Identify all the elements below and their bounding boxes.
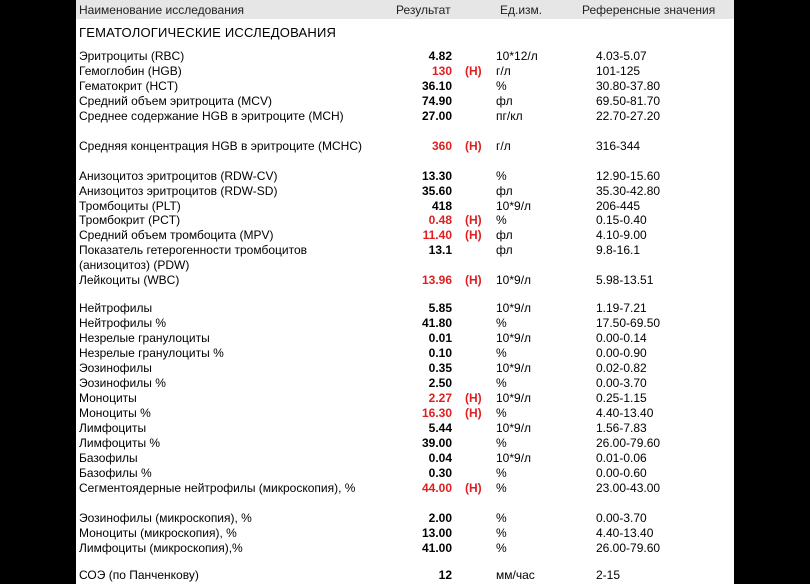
result-value: 39.00 — [421, 436, 452, 450]
result-value: 36.10 — [421, 79, 452, 93]
header-result: Результат — [396, 3, 451, 17]
result-value: 13.1 — [428, 243, 452, 257]
test-name: Моноциты (микроскопия), % — [79, 526, 237, 540]
header-name: Наименование исследования — [79, 3, 245, 17]
test-name: Нейтрофилы % — [79, 316, 167, 330]
reference-range: 0.02-0.82 — [596, 361, 647, 375]
result-value: 16.30 — [421, 406, 452, 420]
result-value: 130 — [431, 64, 452, 78]
reference-range: 4.03-5.07 — [596, 49, 647, 63]
test-name: Базофилы — [79, 451, 138, 465]
abnormal-flag: (Н) — [465, 406, 482, 420]
reference-range: 26.00-79.60 — [596, 436, 661, 450]
unit: 10*9/л — [496, 199, 532, 213]
test-name: Лимфоциты (микроскопия),% — [79, 541, 243, 555]
test-name: Эозинофилы % — [79, 376, 166, 390]
test-name: Незрелые гранулоциты — [79, 331, 210, 345]
test-name: Нейтрофилы — [79, 301, 153, 315]
result-value: 0.30 — [428, 466, 452, 480]
unit: % — [496, 213, 507, 227]
test-name: Моноциты % — [79, 406, 151, 420]
reference-range: 12.90-15.60 — [596, 169, 661, 183]
reference-range: 0.00-3.70 — [596, 376, 647, 390]
unit: мм/час — [496, 568, 535, 582]
reference-range: 4.40-13.40 — [596, 406, 654, 420]
unit: 10*9/л — [496, 331, 532, 345]
test-name: Гематокрит (HCT) — [79, 79, 179, 93]
unit: 10*9/л — [496, 391, 532, 405]
unit: 10*9/л — [496, 451, 532, 465]
result-value: 12 — [438, 568, 452, 582]
result-value: 35.60 — [421, 184, 452, 198]
unit: 10*9/л — [496, 421, 532, 435]
reference-range: 0.00-0.14 — [596, 331, 647, 345]
reference-range: 9.8-16.1 — [596, 243, 641, 257]
test-name: Сегментоядерные нейтрофилы (микроскопия), % — [79, 481, 356, 495]
test-name: Эозинофилы — [79, 361, 152, 375]
section-title: ГЕМАТОЛОГИЧЕСКИЕ ИССЛЕДОВАНИЯ — [79, 25, 337, 40]
abnormal-flag: (Н) — [465, 139, 482, 153]
reference-range: 101-125 — [596, 64, 641, 78]
test-name: Лимфоциты — [79, 421, 147, 435]
unit: фл — [496, 228, 513, 242]
test-name: Средний объем эритроцита (MCV) — [79, 94, 272, 108]
reference-range: 0.25-1.15 — [596, 391, 647, 405]
reference-range: 0.00-0.90 — [596, 346, 647, 360]
result-value: 41.80 — [421, 316, 452, 330]
unit: % — [496, 169, 507, 183]
unit: 10*12/л — [496, 49, 538, 63]
reference-range: 0.00-0.60 — [596, 466, 647, 480]
result-value: 2.00 — [428, 511, 452, 525]
result-value: 13.30 — [421, 169, 452, 183]
unit: фл — [496, 243, 513, 257]
test-name: Гемоглобин (HGB) — [79, 64, 182, 78]
abnormal-flag: (Н) — [465, 391, 482, 405]
unit: % — [496, 541, 507, 555]
result-value: 0.04 — [428, 451, 452, 465]
abnormal-flag: (Н) — [465, 481, 482, 495]
result-value: 5.44 — [428, 421, 452, 435]
reference-range: 5.98-13.51 — [596, 273, 654, 287]
result-value: 74.90 — [421, 94, 452, 108]
header-unit: Ед.изм. — [500, 3, 543, 17]
result-value: 4.82 — [428, 49, 452, 63]
unit: % — [496, 316, 507, 330]
unit: % — [496, 376, 507, 390]
test-name: Лимфоциты % — [79, 436, 161, 450]
result-value: 13.00 — [421, 526, 452, 540]
result-value: 0.10 — [428, 346, 452, 360]
result-value: 0.01 — [428, 331, 452, 345]
abnormal-flag: (Н) — [465, 64, 482, 78]
result-value: 11.40 — [422, 228, 452, 242]
test-name: Моноциты — [79, 391, 137, 405]
reference-range: 17.50-69.50 — [596, 316, 661, 330]
reference-range: 1.56-7.83 — [596, 421, 647, 435]
reference-range: 206-445 — [596, 199, 641, 213]
unit: г/л — [496, 64, 511, 78]
result-value: 13.96 — [421, 273, 452, 287]
test-name: СОЭ (по Панченкову) — [79, 568, 199, 582]
test-name: Лейкоциты (WBC) — [79, 273, 180, 287]
reference-range: 69.50-81.70 — [596, 94, 661, 108]
test-name: Средняя концентрация HGB в эритроците (MCHC) — [79, 139, 363, 153]
result-value: 41.00 — [421, 541, 452, 555]
unit: % — [496, 511, 507, 525]
result-value: 27.00 — [421, 109, 452, 123]
test-name: Среднее содержание HGB в эритроците (MCH) — [79, 109, 344, 123]
unit: фл — [496, 94, 513, 108]
unit: пг/кл — [496, 109, 523, 123]
reference-range: 316-344 — [596, 139, 641, 153]
result-value: 0.35 — [428, 361, 452, 375]
abnormal-flag: (Н) — [465, 213, 482, 227]
unit: % — [496, 481, 507, 495]
unit: % — [496, 436, 507, 450]
reference-range: 30.80-37.80 — [596, 79, 661, 93]
result-value: 360 — [431, 139, 452, 153]
unit: г/л — [496, 139, 511, 153]
reference-range: 2-15 — [596, 568, 621, 582]
test-name: Эритроциты (RBC) — [79, 49, 185, 63]
reference-range: 4.10-9.00 — [596, 228, 647, 242]
unit: 10*9/л — [496, 361, 532, 375]
unit: % — [496, 79, 507, 93]
test-name: Незрелые гранулоциты % — [79, 346, 224, 360]
reference-range: 26.00-79.60 — [596, 541, 661, 555]
unit: 10*9/л — [496, 301, 532, 315]
result-value: 0.48 — [428, 213, 452, 227]
unit: % — [496, 406, 507, 420]
abnormal-flag: (Н) — [465, 273, 482, 287]
result-value: 2.50 — [428, 376, 452, 390]
reference-range: 23.00-43.00 — [596, 481, 661, 495]
unit: 10*9/л — [496, 273, 532, 287]
reference-range: 0.00-3.70 — [596, 511, 647, 525]
reference-range: 35.30-42.80 — [596, 184, 661, 198]
reference-range: 4.40-13.40 — [596, 526, 654, 540]
header-ref: Референсные значения — [582, 3, 716, 17]
result-value: 44.00 — [421, 481, 452, 495]
test-name: Анизоцитоз эритроцитов (RDW-CV) — [79, 169, 278, 183]
lab-report-page — [76, 0, 734, 584]
test-name: Тромбокрит (PCT) — [79, 213, 181, 227]
abnormal-flag: (Н) — [465, 228, 482, 242]
reference-range: 0.15-0.40 — [596, 213, 647, 227]
test-name: Анизоцитоз эритроцитов (RDW-SD) — [79, 184, 278, 198]
reference-range: 0.01-0.06 — [596, 451, 647, 465]
table-header — [76, 0, 734, 19]
test-name: Средний объем тромбоцита (MPV) — [79, 228, 274, 242]
unit: % — [496, 466, 507, 480]
reference-range: 22.70-27.20 — [596, 109, 661, 123]
test-name: Показатель гетерогенности тромбоцитов (анизоцитоз) (PDW) — [79, 243, 307, 272]
result-value: 5.85 — [428, 301, 452, 315]
unit: фл — [496, 184, 513, 198]
test-name: Тромбоциты (PLT) — [79, 199, 181, 213]
test-name: Базофилы % — [79, 466, 152, 480]
unit: % — [496, 526, 507, 540]
result-value: 418 — [431, 199, 452, 213]
test-name: Эозинофилы (микроскопия), % — [79, 511, 252, 525]
reference-range: 1.19-7.21 — [596, 301, 647, 315]
result-value: 2.27 — [428, 391, 452, 405]
unit: % — [496, 346, 507, 360]
